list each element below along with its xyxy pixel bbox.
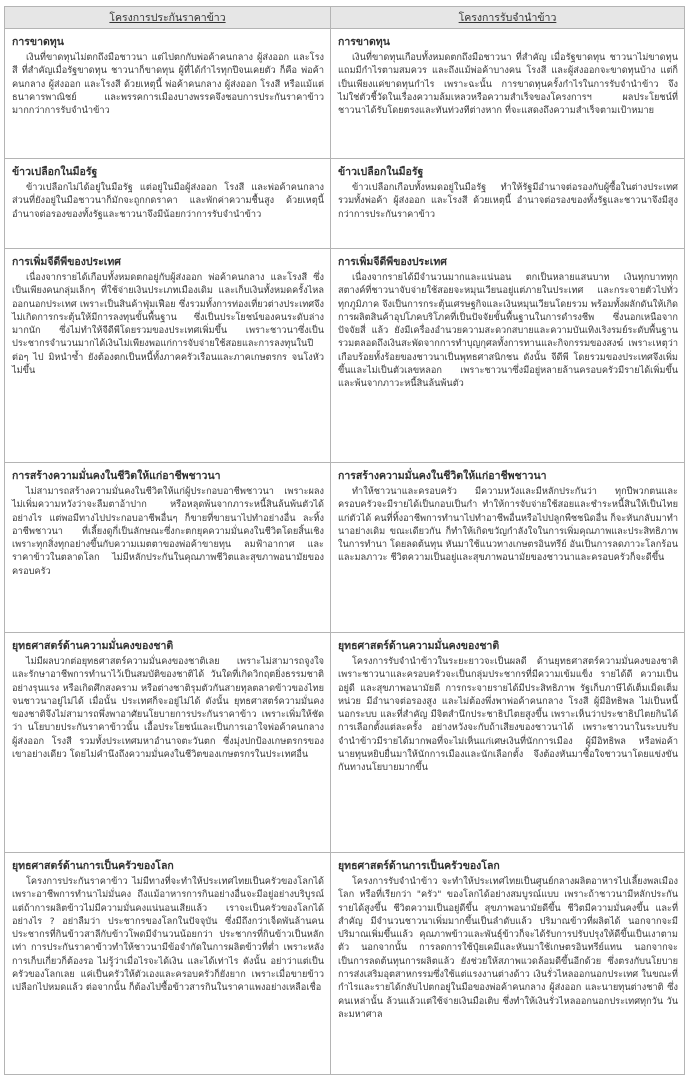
section-text: เนื่องจากรายได้มีจำนวนมากและแน่นอน ตกเป็นหลายแสนบาท เงินทุกบาททุกสตางค์ที่ชาวนาจับจ่ายใช้สอยจะหมุนเวียนอยู่แต่ภายในประเทศ และกระจายตัวไปทั่วทุกภูมิภาค จึงเป็นการกระตุ้นเศรษฐกิจและเงินหมุนเวียนโดยรวม พร้อมทั้งผลักดันให้เกิดการผลิตสินค้าอุปโภคบริโภคที่เป็นปัจจัยขั้นพื้นฐานในการดำรงชีพ ซึ่งนอกเหนือจากปัจจัยสี่ แล้ว ยังมีเครื่องอำนวยความสะดวกสบายและความบันเทิงเริงรมย์ระดับพื้นฐาน รวมตลอดถึงเงินสะพัดจากการทำบุญกุศลทั้งการทานและกิจกรรมของสงฆ์ เพราะเหตุว่าเกือบร้อยทั้งร้อยของชาวนาเป็นพุทธศาสนิกชน ดังนั้น จีดีพี โดยรวมของประเทศจึงเพิ่มขึ้นและไม่เป็นตัวเลขหลอก เพราะชาวนาซึ่งมีอยู่หลายล้านครอบครัวมีรายได้เพิ่มขึ้น และพ้นจากภาวะหนี้สินล้นพ้นตัว bbox=[338, 272, 678, 390]
cell-left bbox=[5, 249, 331, 463]
section-text: ข้าวเปลือกเกือบทั้งหมดอยู่ในมือรัฐ ทำให้รัฐมีอำนาจต่อรองกับผู้ซื้อในต่างประเทศ รวมทั้งพ่อค้า ผู้ส่งออก และโรงสี ด้วยเหตุนี้ อำนาจต่อรองของทั้งรัฐและชาวนาจึงมีสูงกว่าการประกันราคาข้าว bbox=[338, 182, 678, 220]
section-text: ไม่สามารถสร้างความมั่นคงในชีวิตให้แก่ผู้ประกอบอาชีพชาวนา เพราะผลงไม่เพิ่มความหวังว่าจะลืมตาอ้าปาก หรือหลุดพ้นจากภาระหนี้สินล้นพ้นตัวได้อย่างไร แต่พอมีทางไปประกอบอาชีพอื่นๆ ก็ขายที่ขายนาไปทำอย่างอื่น ละทิ้งอาชีพชาวนา ที่เลี้ยงดูกี่เป็นลักษณะซึ่งกะตกยุคความมั่นคงในชีวิตโดยสิ้นเชิง เพราะทุกสิ่งทุกอย่างขึ้นกับความเมตตาของพ่อค้าขายทุน ลมฟ้าอากาศ และราคาข้าวในตลาดโลก ไม่มีหลักประกันในคุณภาพชีวิตและสุขภาพอนามัยของครอบครัว bbox=[12, 486, 324, 577]
table-row bbox=[5, 29, 685, 159]
cell-right bbox=[331, 853, 685, 1075]
table-row bbox=[5, 633, 685, 853]
section-title: การขาดทุน bbox=[12, 36, 64, 48]
comparison-table bbox=[4, 6, 685, 1075]
table-row bbox=[5, 159, 685, 249]
header-row bbox=[5, 7, 685, 29]
cell-left bbox=[5, 29, 331, 159]
section-title: การสร้างความมั่นคงในชีวิตให้แก่อาชีพชาวนา bbox=[338, 470, 547, 482]
section-title: ข้าวเปลือกในมือรัฐ bbox=[12, 166, 98, 178]
table-row bbox=[5, 249, 685, 463]
table-row bbox=[5, 463, 685, 633]
cell-left bbox=[5, 853, 331, 1075]
header-rice-price-guarantee: โครงการประกันราคาข้าว bbox=[5, 7, 331, 29]
section-title: ยุทธศาสตร์ด้านความมั่นคงของชาติ bbox=[338, 640, 500, 652]
section-text: โครงการประกันราคาข้าว ไม่มีทางที่จะทำให้ประเทศไทยเป็นครัวของโลกได้ เพราะอาชีพการทำนาไม่มั่นคง ถึงแม้อาหารการกินอย่างอื่นจะมีอยู่อย่างบริบูรณ์ แต่ถ้าการผลิตข้าวไม่มีความมั่นคงแน่นอนเสียแล้ว เราจะเป็นครัวของโลกได้อย่างไร ? อย่าลืมว่า ประชากรของโลกในปัจจุบัน ซึ่งมีถึงกว่าเจ็ดพันล้านคน ประชากรที่กินข้าวสาลีกับข้าวโพดมีจำนวนน้อยกว่า ประชากรที่กินข้าวเป็นหลักเท่า การประกันราคาข้าวทำให้ชาวนามีข้อจำกัดในการผลิตข้าวที่ต่ำ เพราะหลังการเก็บเกี่ยวก็ต้องรอ ไม่รู้ว่าเมื่อไรจะได้เงิน และได้เท่าไร ดังนั้น อย่าว่าแต่เป็นครัวของโลกเลย แค่เป็นครัวให้ตัวเองและครอบครัวก็ยังยาก เพราะเมื่อขายข้าวเปลือกไปหมดแล้ว ต่อจากนั้น ก็ต้องไปซื้อข้าวสารกินในราคาแพงอย่างเหลือเชื่อ bbox=[12, 876, 324, 994]
section-text: ข้าวเปลือกไม่ได้อยู่ในมือรัฐ แต่อยู่ในมือผู้ส่งออก โรงสี และพ่อค้าคนกลาง ส่วนที่ยังอยู่ในมือชาวนาก็มักจะถูกกดราคา และพักค่าความชื้นสูง ด้วยเหตุนี้ อำนาจต่อรองของทั้งรัฐและชาวนาจึงมีน้อยกว่าการรับจำนำข้าว bbox=[12, 182, 324, 220]
section-text: ทำให้ชาวนาและครอบครัว มีความหวังและมีหลักประกันว่า ทุกปีพวกตนและครอบครัวจะมีรายได้เป็นกอบเป็นกำ ทำให้การจับจ่ายใช้สอยและชำระหนี้สินให้เป็นไทยแก่ตัวได้ คนที่ทิ้งอาชีพการทำนาไปทำอาชีพอื่นหรือไปปลูกพืชชนิดอื่น ก็จะหันกลับมาทำนาอย่างเดิม ขณะเดียวกัน ก็ทำให้เกิดขวัญกำลังใจในการเพิ่มคุณภาพและประสิทธิภาพในการทำนา โดยลดต้นทุน หันมาใช้แนวทางเกษตรอินทรีย์ อันเป็นการลดภาวะโลกร้อนและมลภาวะ ชีวิตความเป็นอยู่และสุขภาพอนามัยของชาวนาและครอบครัวก็จะดีขึ้น bbox=[338, 486, 679, 564]
section-title: การเพิ่มจีดีพีของประเทศ bbox=[12, 256, 121, 268]
cell-left bbox=[5, 633, 331, 853]
section-text: เงินที่ขาดทุนไม่ตกถึงมือชาวนา แต่ไปตกกับพ่อค้าคนกลาง ผู้ส่งออก และโรงสี ที่สำคัญเมื่อรัฐขาดทุน ชาวนาก็ขาดทุน ผู้ที่ได้กำไรทุกปีจนเคยตัว ก็คือ พ่อค้าคนกลาง ผู้ส่งออก และโรงสี ด้วยเหตุนี้ พ่อค้าคนกลาง ผู้ส่งออก โรงสี หรือแม้แต่ธนาคารพาณิชย์ และพรรคการเมืองบางพรรคจึงชอบการประกันราคาข้าวมากกว่าการรับจำนำข้าว bbox=[12, 52, 324, 117]
section-title: ยุทธศาสตร์ด้านการเป็นครัวของโลก bbox=[12, 860, 174, 872]
section-title: ยุทธศาสตร์ด้านความมั่นคงของชาติ bbox=[12, 640, 174, 652]
cell-right bbox=[331, 29, 685, 159]
section-title: การขาดทุน bbox=[338, 36, 390, 48]
section-text: เนื่องจากรายได้เกือบทั้งหมดตกอยู่กับผู้ส่งออก พ่อค้าคนกลาง และโรงสี ซึ่งเป็นเพียงคนกลุ่มเล็กๆ ที่ใช้จ่ายเงินประเภทเมืองเดิม และเก็บเงินทั้งหมดครั้งไหลออกนอกประเทศ เพราะเป็นสินค้าฟุ่มเฟือย ซึ่งรวมทั้งการท่องเที่ยวต่างประเทศจึงไม่เกิดการกระตุ้นให้มีการลงทุนขั้นพื้นฐาน ซึ่งเป็นประโยชน์ของคนระดับล่างมากนัก ซึ่งไม่ทำให้จีดีพีโดยรวมของประเทศเพิ่มขึ้น เพราะชาวนาซึ่งเป็นประชากรจำนวนมากได้เงินไม่เพียงพอแก่การจับจ่ายใช้สอยและการลงทุนในปีต่อๆ ไป มิหนำซ้ำ ยังต้องตกเป็นหนี้ทั้งภาคครัวเรือนและภาคเกษตรกร จนโงหัวไม่ขึ้น bbox=[12, 272, 324, 377]
section-text: โครงการรับจำนำข้าว จะทำให้ประเทศไทยเป็นศูนย์กลางผลิตอาหารไปเลี้ยงพลเมืองโลก หรือที่เรียกว่า "ครัว" ของโลกได้อย่างสมบูรณ์แบบ เพราะถ้าชาวนามีหลักประกันรายได้สูงขึ้น ชีวิตความเป็นอยู่ดีขึ้น สุขภาพอนามัยดีขึ้น ชีวิตมีความมั่นคงขึ้น และที่สำคัญ มีจำนวนชาวนาเพิ่มมากขึ้นเป็นลำดับแล้ว ปริมาณข้าวที่ผลิตได้ นอกจากจะมีปริมาณเพิ่มขึ้นแล้ว คุณภาพข้าวและพันธุ์ข้าวก็จะได้รับการปรับปรุงให้ดีขึ้นเป็นเงาตามตัว นอกจากนั้น การลดการใช้ปุ๋ยเคมีและหันมาใช้เกษตรอินทรีย์แทน นอกจากจะเป็นการลดต้นทุนการผลิตแล้ว ยังช่วยให้สภาพแวดล้อมดีขึ้นอีกด้วย ซึ่งตรงกับนโยบายการส่งเสริมอุตสาหกรรมซึ่งใช้แต่แรงงานต่างด้าว เงินรั่วไหลออกนอกประเทศ ในขณะที่กำไรและรายได้กลับไปตกอยู่ในมือของพ่อค้าคนกลาง ผู้ส่งออก และนายทุนต่างชาติ ซึ่งคนเหล่านั้น ล้วนแล้วแต่ใช้จ่ายเงินมือเติบ ซึ่งทำให้เงินรั่วไหลออกนอกประเทศทุกวัน วันละมหาศาล bbox=[338, 876, 678, 1020]
section-text: โครงการรับจำนำข้าวในระยะยาวจะเป็นผลดี ด้านยุทธศาสตร์ความมั่นคงของชาติ เพราะชาวนาและครอบครัวจะเป็นกลุ่มประชากรที่มีความเข้มแข็ง รายได้ดี ความเป็นอยู่ดี และสุขภาพอนามัยดี การกระจายรายได้มีประสิทธิภาพ รัฐเก็บภาษีได้เต็มเม็ดเต็มหน่วย มีอำนาจต่อรองสูง และไม่ต้องพึ่งพาพ่อค้าคนกลาง โรงสี ผู้มีอิทธิพล ไม่เป็นหนี้นอกระบบ และที่สำคัญ มีจิตสำนึกประชาธิปไตยสูงขึ้น เพราะเห็นว่าประชาธิปไตยกินได้ การเลือกตั้งแต่ละครั้ง อย่างหวังจะกับถ้าเสียงของชาวนาได้ เพราะชาวนาในระบบรับจำนำข้าวมีรายได้มากพอที่จะไม่เห็นแก่เศษเงินที่นักการเมือง ผู้มีอิทธิพล หรือพ่อค้านายทุนหยิบยื่นมาให้นักการเมืองและนักเลือกตั้ง จึงต้องหันมาซื้อใจชาวนาโดยแข่งขันกันทางนโยบายมากขึ้น bbox=[338, 656, 678, 774]
cell-left bbox=[5, 463, 331, 633]
header-rice-pledging: โครงการรับจำนำข้าว bbox=[331, 7, 685, 29]
section-title: ข้าวเปลือกในมือรัฐ bbox=[338, 166, 424, 178]
cell-right bbox=[331, 633, 685, 853]
cell-left bbox=[5, 159, 331, 249]
section-text: ไม่มีผลบวกต่อยุทธศาสตร์ความมั่นคงของชาติเลย เพราะไม่สามารถจูงใจและรักษาอาชีพการทำนาไว้เป็นสมบัติของชาติได้ วันใดที่เกิดวิกฤตยิ่งธรรมชาติอย่างรุนแรง หรือเกิดศึกสงคราม หรือต่างชาติรุมตัวกันสายทุลตลาดข้าวของไทยจนชาวนาอยู่ไม่ได้ เมื่อนั้น ประเทศก็จะอยู่ไม่ได้ ดังนั้น ยุทธศาสตร์ความมั่นคงของชาติจึงไม่สามารถพึ่งพาอาศัยนโยบายการประกันราคาข้าว เพราะเพิ่มให้ชัดว่า นโยบายประกันราคาข้าวนั้น เอื้อประโยชน์และเป็นการเอาใจพ่อค้าคนกลาง ผู้ส่งออก โรงสี รวมทั้งประเทศมหาอำนาจตะวันตก ซึ่งมุ่งปกป้องเกษตรกรของเขาอย่างเดียว โดยไม่คำนึงถึงความมั่นคงในชีวิตของเกษตรกรในประเทศอื่น bbox=[12, 656, 324, 761]
section-title: การสร้างความมั่นคงในชีวิตให้แก่อาชีพชาวนา bbox=[12, 470, 221, 482]
section-title: การเพิ่มจีดีพีของประเทศ bbox=[338, 256, 447, 268]
cell-right bbox=[331, 159, 685, 249]
section-title: ยุทธศาสตร์ด้านการเป็นครัวของโลก bbox=[338, 860, 500, 872]
cell-right bbox=[331, 463, 685, 633]
table-row bbox=[5, 853, 685, 1075]
section-text: เงินที่ขาดทุนเกือบทั้งหมดตกถึงมือชาวนา ที่สำคัญ เมื่อรัฐขาดทุน ชาวนาไม่ขาดทุน แถมมีกำไรตามสมควร และถึงแม้พ่อค้าบางคน โรงสี และผู้ส่งออกจะขาดทุนบ้าง แต่ก็เป็นเพียงแค่ขาดทุนกำไร เพราะฉะนั้น การขาดทุนครั้งกำไรในการรับจำนำข้าว จึงไม่ใช่ตัวชี้วัดในเรื่องความล้มเหลวหรือความสำเร็จของโครงการฯ ผลประโยชน์ที่ชาวนาได้รับโดยตรงและทันท่วงทีต่างหาก ที่จะแสดงถึงความสำเร็จตามเป้าหมาย bbox=[338, 52, 678, 117]
cell-right bbox=[331, 249, 685, 463]
